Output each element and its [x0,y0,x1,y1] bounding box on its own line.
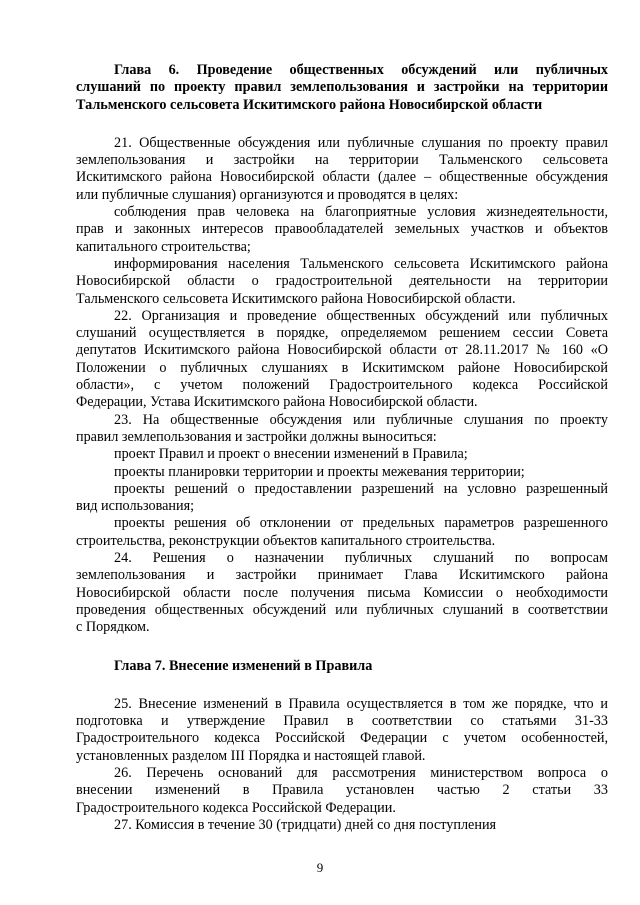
paragraph-line: Искитимского района Новосибирской области (далее – общественные обсуждения [76,169,608,186]
paragraph-line: слушаний осуществляется в порядке, определяемом решением сессии Совета [76,325,608,342]
paragraph-line: 25. Внесение изменений в Правила осуществляется в том же порядке, что и [114,695,608,712]
paragraph-line: 24. Решения о назначении публичных слушаний по вопросам [114,550,608,567]
chapter-heading-line: Тальменского сельсовета Искитимского района Новосибирской области [76,96,543,113]
paragraph-line: 26. Перечень оснований для рассмотрения министерством вопроса о [114,764,608,781]
page-number: 9 [316,860,324,875]
paragraph-line: проекты решений о предоставлении разрешений на условно разрешенный [114,480,608,497]
paragraph-line: землепользования и застройки на территории Тальменского сельсовета [76,152,608,169]
paragraph-line: проект Правил и проект о внесении изменений в Правила; [114,446,468,463]
paragraph-line: соблюдения прав человека на благоприятные условия жизнедеятельности, [114,204,608,221]
paragraph-line: прав и законных интересов правообладателей земельных участков и объектов [76,221,608,238]
paragraph-line: 21. Общественные обсуждения или публичные слушания по проекту правил [114,134,608,151]
paragraph-line: Новосибирской области после получения письма Комиссии о необходимости [76,584,608,601]
paragraph-line: подготовка и утверждение Правил в соответствии со статьями 31-33 [76,713,608,730]
paragraph-line: строительства, реконструкции объектов капитального строительства. [76,532,496,549]
document-body [76,62,608,834]
paragraph-line: проекты планировки территории и проекты межевания территории; [114,463,525,480]
spacer [76,114,608,135]
paragraph-line: Тальменского сельсовета Искитимского района Новосибирской области. [76,290,516,307]
spacer [76,675,608,696]
paragraph-line: депутатов Искитимского района Новосибирской области от 28.11.2017 № 160 «О [76,342,608,359]
spacer [76,637,608,658]
paragraph-line: Новосибирской области о градостроительной деятельности на территории [76,273,608,290]
chapter-heading: Глава 7. Внесение изменений в Правила [114,657,373,674]
paragraph-line: установленных разделом III Порядка и настоящей главой. [76,747,426,764]
paragraph-line: Федерации, Устава Искитимского района Новосибирской области. [76,394,478,411]
paragraph-line: Градостроительного кодекса Российской Федерации. [76,799,396,816]
paragraph-line: Градостроительного кодекса Российской Федерации с учетом особенностей, [76,730,608,747]
paragraph-line: 23. На общественные обсуждения или публичные слушания по проекту [114,411,608,428]
chapter-heading-line: Глава 6. Проведение общественных обсуждений или публичных [114,62,608,78]
paragraph-line: капитального строительства; [76,238,251,255]
paragraph-line: проекты решения об отклонении от предельных параметров разрешенного [114,515,608,532]
chapter-heading-line: слушаний по проекту правил землепользования и застройки на территории [76,79,608,96]
paragraph-line: 27. Комиссия в течение 30 (тридцати) дней со дня поступления [114,816,497,833]
paragraph-line: области», с учетом положений Градостроительного кодекса Российской [76,377,608,394]
paragraph-line: 22. Организация и проведение общественных обсуждений или публичных [114,307,608,324]
paragraph-line: внесении изменений в Правила установлен частью 2 статьи 33 [76,782,608,799]
paragraph-line: землепользования и застройки принимает Глава Искитимского района [76,567,608,584]
paragraph-line: или публичные слушания) организуются и проводятся в целях: [76,186,459,203]
paragraph-line: с Порядком. [76,619,150,636]
paragraph-line: проведения общественных обсуждений или публичных слушаний в соответствии [76,601,608,618]
paragraph-line: правил землепользования и застройки должны выноситься: [76,428,437,445]
paragraph-line: вид использования; [76,498,195,515]
paragraph-line: информирования населения Тальменского сельсовета Искитимского района [114,255,608,272]
paragraph-line: Положении о публичных слушаниях в Искитимском районе Новосибирской [76,359,608,376]
